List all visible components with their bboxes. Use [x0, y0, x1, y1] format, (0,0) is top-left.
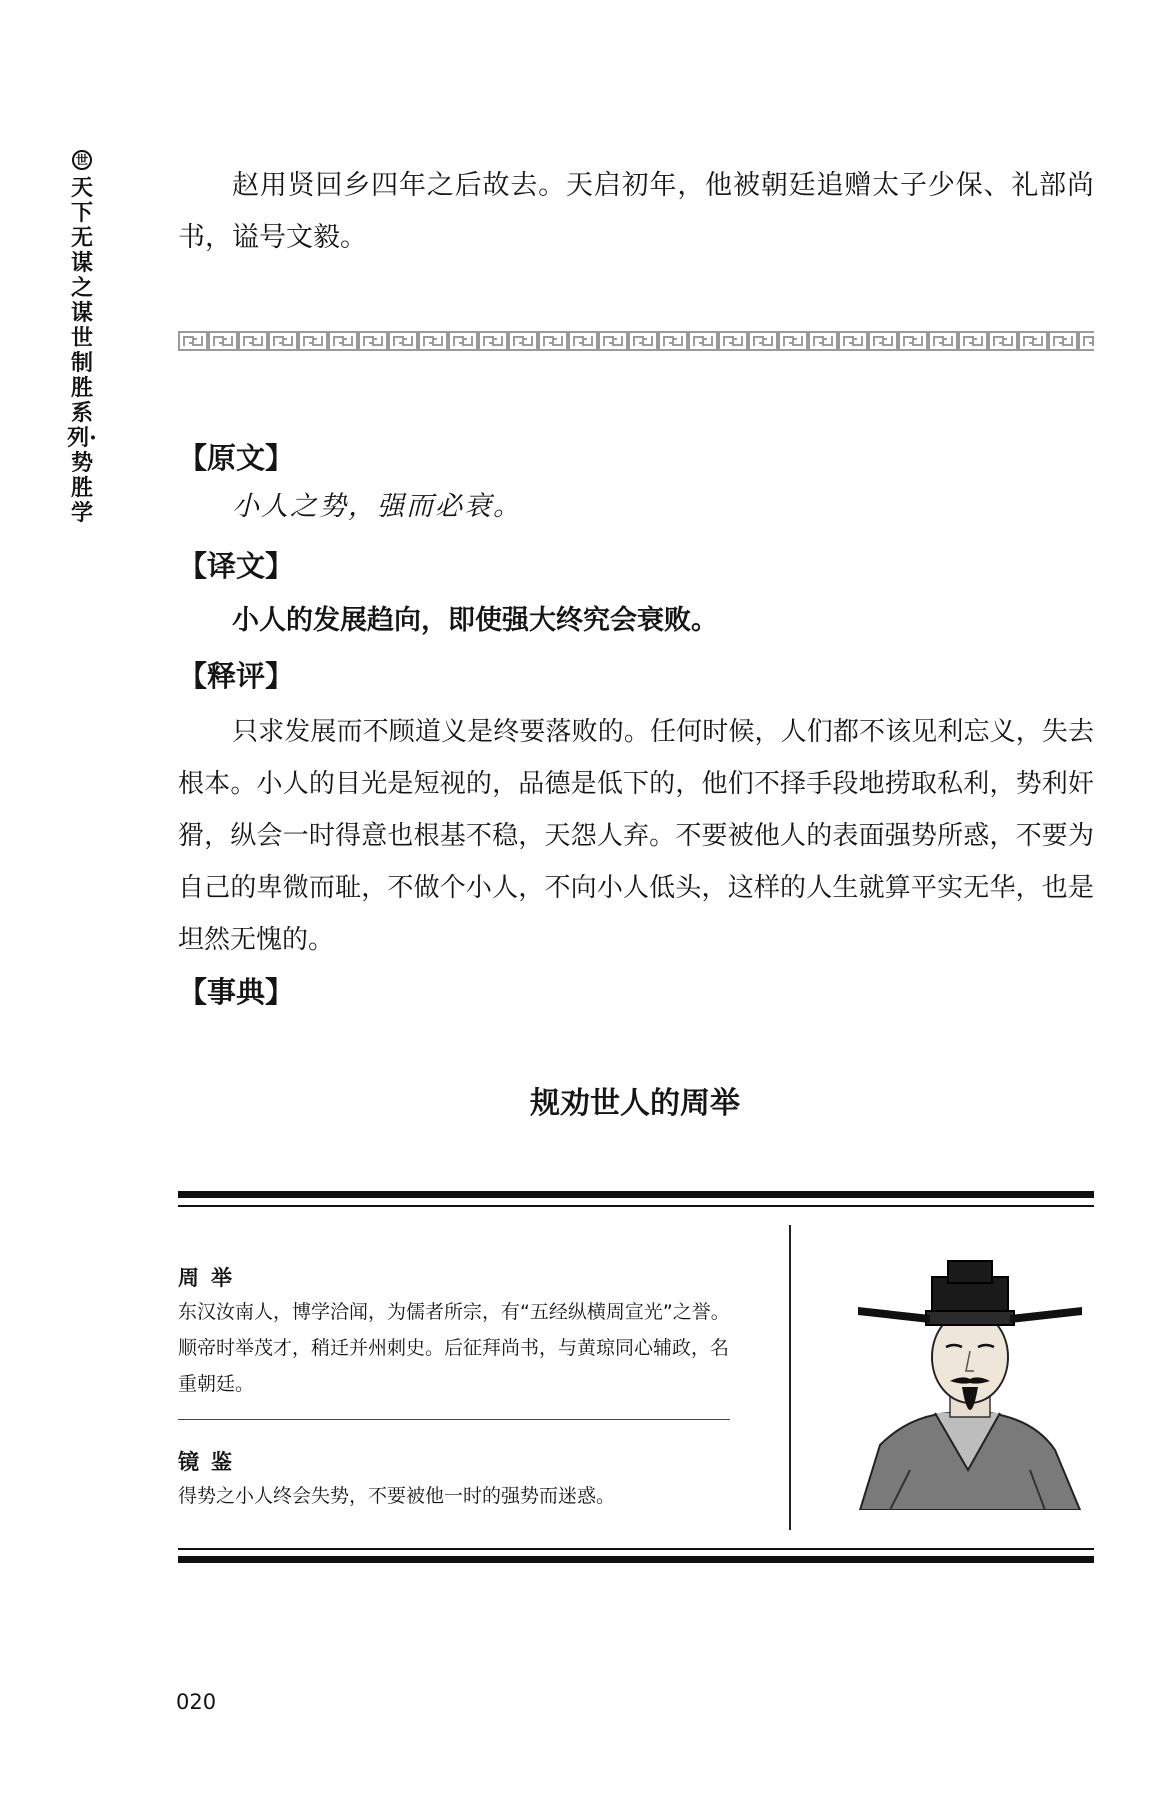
official-portrait-image: [850, 1255, 1090, 1510]
infobox-bottom-rule-thin: [178, 1548, 1094, 1550]
series-title: 天下无谋之谋世制胜系列·势胜学: [67, 175, 97, 526]
story-heading: 【事典】: [178, 975, 295, 1009]
commentary-text: 只求发展而不顾道义是终要落败的。任何时候，人们都不该见利忘义，失去根本。小人的目光是短视的，品德是低下的，他们不择手段地捞取私利，势利奸猾，纵会一时得意也根基不稳，天怨人弃。不要被他人的表面强势所惑，不要为自己的卑微而耻，不做个小人，不向小人低头，这样的人生就算平实无华，也是坦然无愧的。: [178, 717, 1094, 955]
commentary-heading: 【释评】: [178, 659, 295, 693]
intro-paragraph: 赵用贤回乡四年之后故去。天启初年，他被朝廷追赠太子少保、礼部尚书，谥号文毅。: [178, 170, 1094, 253]
infobox-top-rule-thin: [178, 1205, 1094, 1207]
infobox-divider-horizontal: [178, 1419, 730, 1420]
story-title: 规劝世人的周举: [530, 1086, 740, 1121]
original-text: 小人之势，强而必衰。: [232, 491, 522, 522]
page-number: 020: [176, 1690, 217, 1714]
series-sidebar: [64, 150, 100, 526]
person-bio: 东汉汝南人，博学洽闻，为儒者所宗，有“五经纵横周宣光”之誉。顺帝时举茂才，稍迁并州刺史。后征拜尚书，与黄琼同心辅政，名重朝廷。: [178, 1301, 730, 1395]
series-logo-icon: 世: [72, 150, 92, 170]
infobox-divider-vertical: [789, 1225, 791, 1530]
mirror-heading: 镜鉴: [178, 1450, 244, 1474]
infobox-top-rule: [178, 1191, 1094, 1198]
original-heading: 【原文】: [178, 441, 295, 475]
fret-divider: [178, 330, 1094, 352]
infobox-bottom-rule: [178, 1556, 1094, 1563]
translation-text: 小人的发展趋向，即使强大终究会衰败。: [232, 605, 718, 636]
translation-heading: 【译文】: [178, 549, 295, 583]
mirror-text: 得势之小人终会失势，不要被他一时的强势而迷惑。: [178, 1485, 616, 1507]
person-heading: 周举: [178, 1266, 244, 1290]
